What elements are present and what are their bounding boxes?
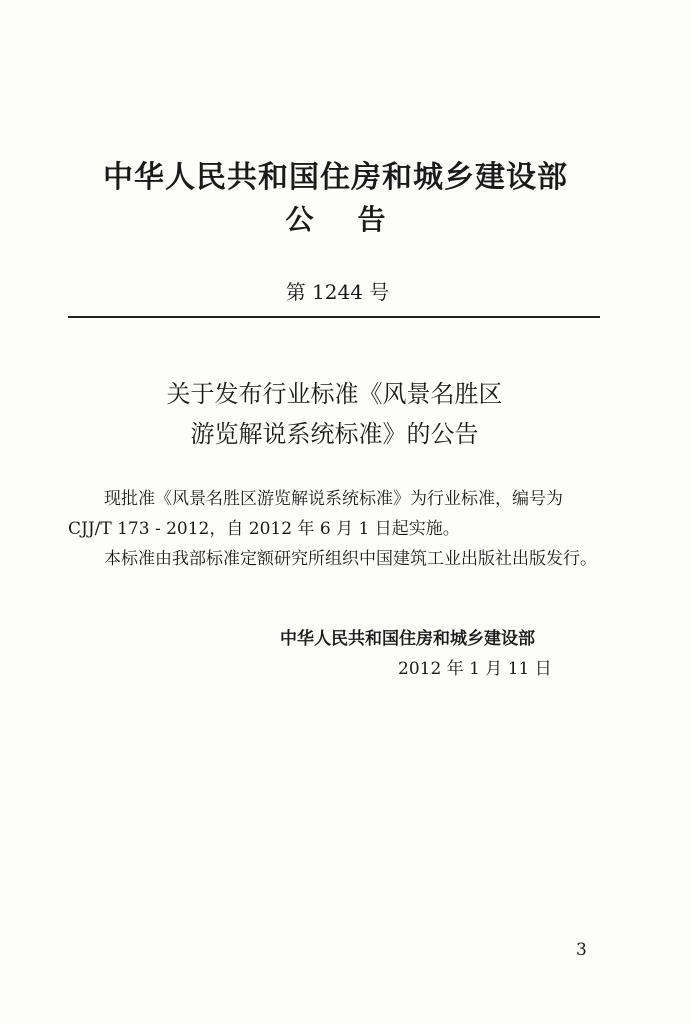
headline-line-1: 关于发布行业标准《风景名胜区 (166, 380, 503, 408)
signature-date: 2012 年 1 月 11 日 (398, 659, 552, 679)
announcement-label: 公告 (285, 203, 430, 236)
signature-organization: 中华人民共和国住房和城乡建设部 (280, 629, 535, 649)
headline-line-2: 游览解说系统标准》的公告 (190, 420, 479, 448)
body-paragraph-1: 现批准《风景名胜区游览解说系统标准》为行业标准，编号为 CJJ/T 173 - 2012，自 2012 年 6 月 1 日起实施。 (68, 489, 563, 539)
page-number: 3 (576, 940, 587, 960)
announcement-headline (0, 374, 691, 454)
header-divider (68, 316, 600, 318)
announcement-number: 第 1244 号 (285, 280, 390, 304)
announcement-body (68, 484, 600, 574)
issuer-title: 中华人民共和国住房和城乡建设部 (103, 160, 568, 195)
body-paragraph-2: 本标准由我部标准定额研究所组织中国建筑工业出版社出版发行。 (104, 549, 597, 569)
